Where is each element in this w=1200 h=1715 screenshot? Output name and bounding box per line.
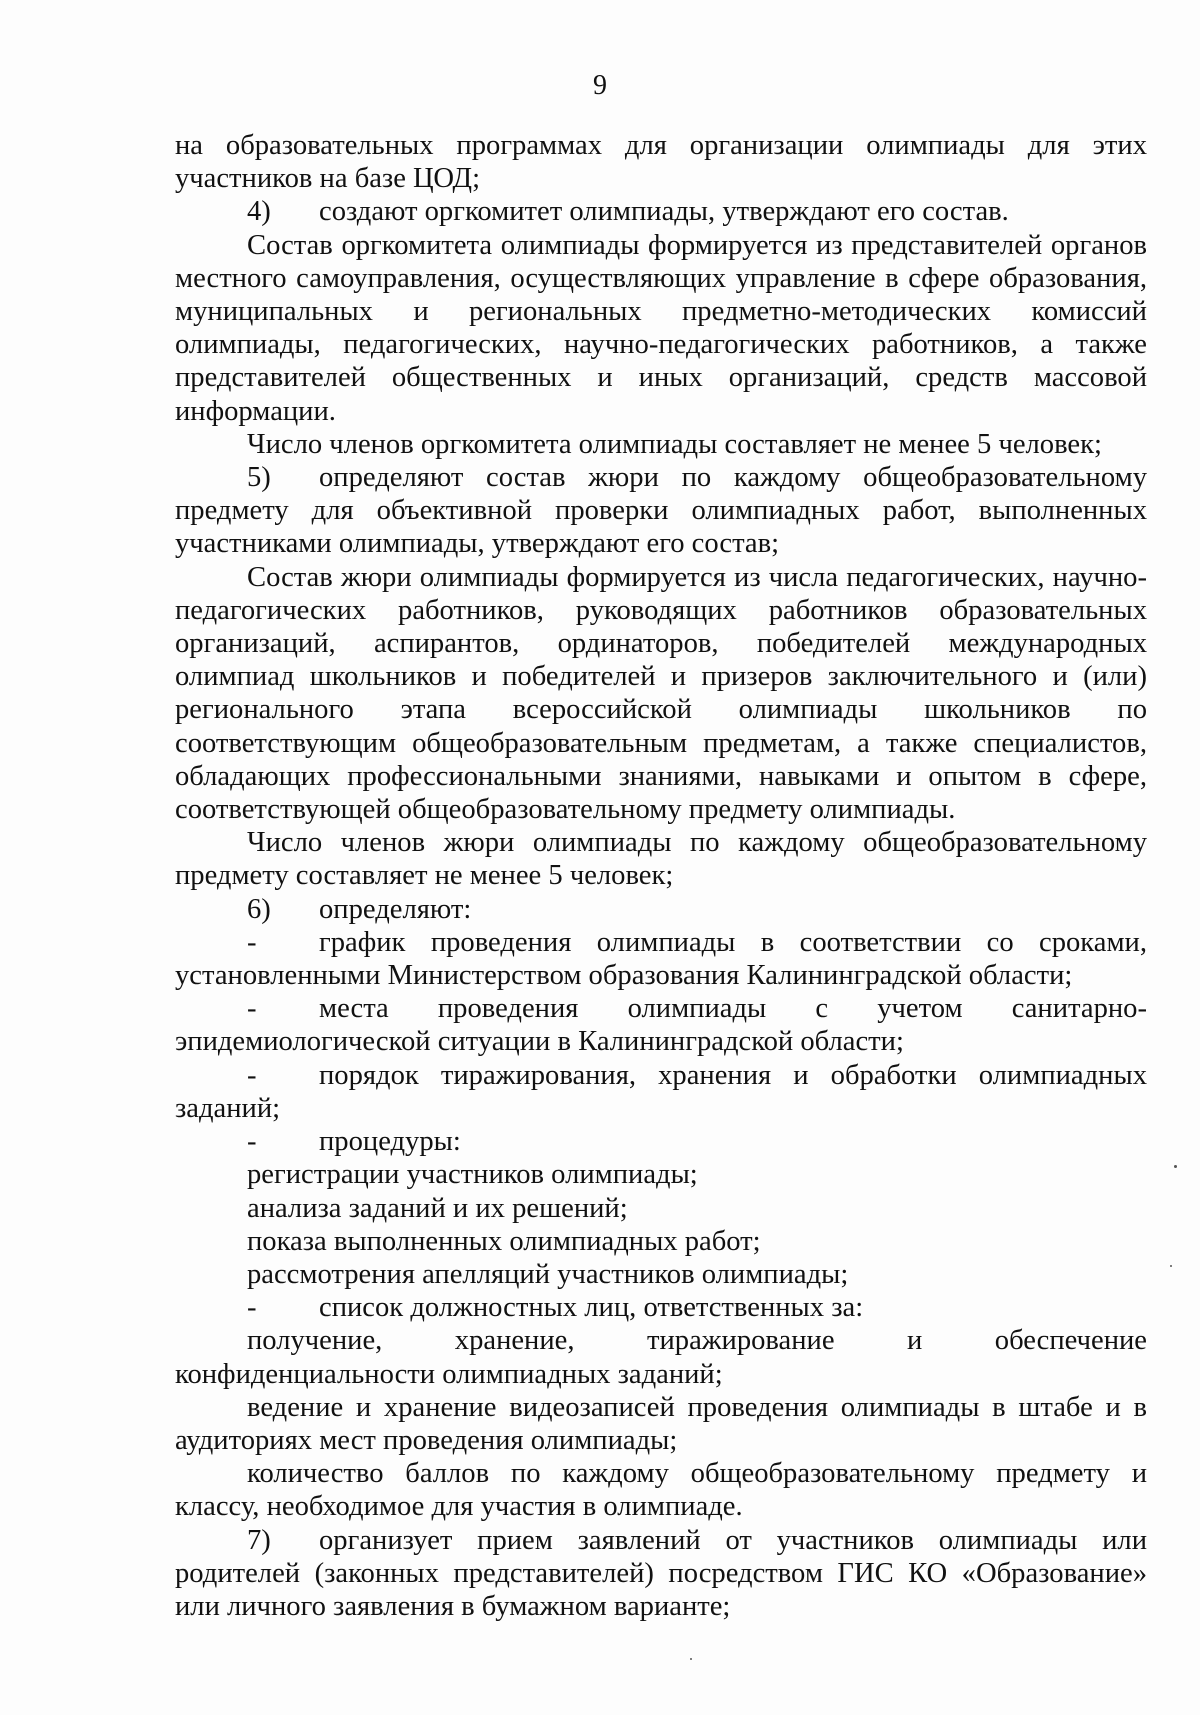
procedure-registration: регистрации участников олимпиады; xyxy=(247,1159,698,1191)
procedure-analysis: анализа заданий и их решений; xyxy=(247,1192,628,1224)
dash-item-responsible xyxy=(175,1291,1147,1324)
procedure-appeals: рассмотрения апелляций участников олимпиады; xyxy=(247,1258,849,1290)
dash-item-text: порядок тиражирования, хранения и обработки олимпиадных заданий; xyxy=(175,1059,1147,1124)
list-item-text: определяют: xyxy=(319,893,472,925)
list-item-5 xyxy=(175,461,1147,561)
paragraph-jury-composition: Состав жюри олимпиады формируется из числа педагогических, научно-педагогических работников, руководящих работников образовательных организаций, аспирантов, ординаторов, победителей международных олимпиад школьников и победителей и призеров заключительного и (или) регионального этапа всероссийской олимпиады школьников по соответствующим общеобразовательным предметам, а также специалистов, обладающих профессиональными знаниями, навыками и опытом в сфере, соответствующей общеобразовательному предмету олимпиады. xyxy=(175,561,1147,826)
document-body xyxy=(175,129,1147,1623)
list-marker: 6) xyxy=(247,893,271,925)
list-item-7 xyxy=(175,1524,1147,1624)
dash-item-text: процедуры: xyxy=(319,1126,461,1158)
dash-item-schedule xyxy=(175,926,1147,992)
list-marker: 5) xyxy=(247,462,271,494)
dash-marker: - xyxy=(247,1059,257,1091)
list-item-4 xyxy=(175,195,1147,228)
dash-marker: - xyxy=(247,1292,257,1324)
paragraph-jury-count: Число членов жюри олимпиады по каждому общеобразовательному предмету составляет не менее 5 человек; xyxy=(175,827,1147,892)
scan-speck xyxy=(1174,1165,1177,1168)
dash-item-replication xyxy=(175,1059,1147,1125)
dash-item-text: график проведения олимпиады в соответствии со сроками, установленными Министерством образования Калининградской области; xyxy=(175,926,1147,992)
dash-item-venues xyxy=(175,992,1147,1058)
dash-marker: - xyxy=(247,993,257,1025)
paragraph-continuation: на образовательных программах для организации олимпиады для этих участников на базе ЦОД; xyxy=(175,130,1147,195)
paragraph-video-recording: ведение и хранение видеозаписей проведения олимпиады в штабе и в аудиториях мест проведения олимпиады; xyxy=(175,1391,1147,1456)
paragraph-confidentiality: получение, хранение, тиражирование и обеспечение конфиденциальности олимпиадных заданий; xyxy=(175,1325,1147,1390)
scan-speck xyxy=(1170,1265,1172,1267)
list-item-text: создают оргкомитет олимпиады, утверждают его состав. xyxy=(319,196,1009,228)
dash-marker: - xyxy=(247,926,257,958)
procedure-show-works: показа выполненных олимпиадных работ; xyxy=(247,1225,761,1257)
list-item-6 xyxy=(175,893,1147,926)
paragraph-orgcommittee-composition: Состав оргкомитета олимпиады формируется из представителей органов местного самоуправления, осуществляющих управление в сфере образования, муниципальных и региональных предметно-методических комиссий олимпиады, педагогических, научно-педагогических работников, а также представителей общественных и иных организаций, средств массовой информации. xyxy=(175,229,1147,427)
paragraph-points-threshold: количество баллов по каждому общеобразовательному предмету и классу, необходимое для участия в олимпиаде. xyxy=(175,1458,1147,1523)
dash-item-text: список должностных лиц, ответственных за: xyxy=(319,1292,864,1324)
page-number: 9 xyxy=(593,70,607,101)
dash-item-procedures xyxy=(175,1125,1147,1158)
list-marker: 7) xyxy=(247,1524,271,1556)
dash-item-text: места проведения олимпиады с учетом санитарно-эпидемиологической ситуации в Калининградской области; xyxy=(175,993,1147,1058)
list-item-text: организует прием заявлений от участников олимпиады или родителей (законных представителей) посредством ГИС КО «Образование» или личного заявления в бумажном варианте; xyxy=(175,1524,1147,1622)
list-item-text: определяют состав жюри по каждому общеобразовательному предмету для объективной проверки олимпиадных работ, выполненных участниками олимпиады, утверждают его состав; xyxy=(175,462,1147,560)
paragraph-orgcommittee-count: Число членов оргкомитета олимпиады составляет не менее 5 человек; xyxy=(247,428,1102,460)
list-marker: 4) xyxy=(247,196,271,228)
dash-marker: - xyxy=(247,1126,257,1158)
scan-speck xyxy=(690,1658,692,1660)
